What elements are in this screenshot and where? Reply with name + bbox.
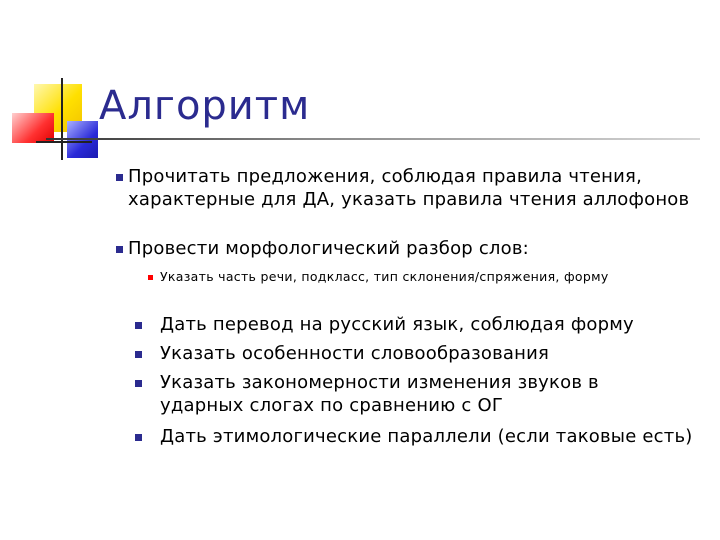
bullet-square-icon: [135, 380, 142, 387]
slide-title: Алгоритм: [99, 83, 311, 129]
logo-vertical-line: [61, 78, 63, 160]
list-item-text: Указать особенности словообразования: [160, 343, 550, 364]
list-item-text: Прочитать предложения, соблюдая правила чтения, характерные для ДА, указать правила чтения аллофонов: [128, 166, 690, 210]
bullet-square-icon: [116, 246, 123, 253]
bullet-square-icon: [135, 351, 142, 358]
title-underline: [46, 138, 700, 140]
bullet-square-icon: [135, 434, 142, 441]
decorative-logo-icon: [0, 0, 110, 170]
list-item-text: Дать этимологические параллели (если таковые есть): [160, 426, 693, 447]
list-item-text: Дать перевод на русский язык, соблюдая форму: [160, 314, 634, 335]
list-item-text: Провести морфологический разбор слов:: [128, 238, 529, 259]
bullet-square-icon: [116, 174, 123, 181]
sub-list-item-text: Указать часть речи, подкласс, тип склонения/спряжения, форму: [160, 269, 609, 284]
bullet-small-square-icon: [148, 275, 153, 280]
list-item-text: Указать закономерности изменения звуков в ударных слогах по сравнению с ОГ: [160, 372, 599, 416]
logo-horizontal-line: [36, 141, 92, 143]
bullet-square-icon: [135, 322, 142, 329]
